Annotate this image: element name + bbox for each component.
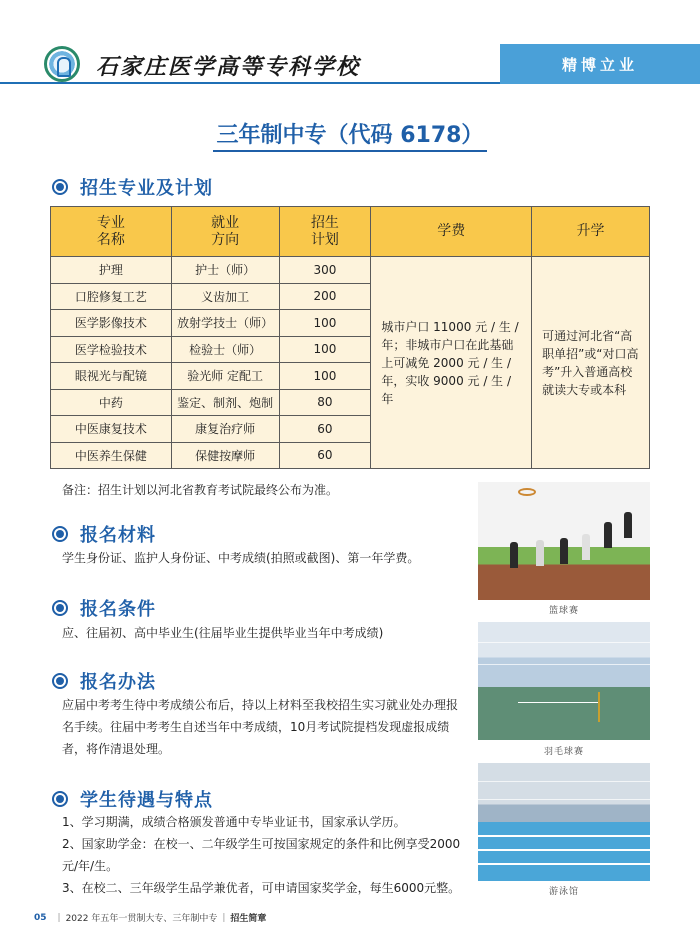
page-header [0, 44, 700, 84]
cell-direction: 验光师 定配工 [171, 363, 279, 390]
page-footer: 05 | 2022 年五年一贯制大专、三年制中专 | 招生简章 [34, 912, 267, 924]
method-text: 应届中考考生待中考成绩公布后，持以上材料至我校招生实习就业处办理报名手续。往届中考考生自述当年中考成绩，10月考试院提档发现虚报成绩者，将作清退处理。 [62, 698, 459, 756]
cell-plan: 300 [279, 257, 371, 284]
badminton-photo [478, 622, 650, 740]
cell-direction: 康复治疗师 [171, 416, 279, 443]
benefit-item: 2、国家助学金：在校一、二年级学生可按国家规定的条件和比例享受2000元/年/生。 [62, 837, 461, 873]
motto-banner: 精博立业 [500, 44, 700, 84]
cell-plan: 100 [279, 336, 371, 363]
page-title-text: 三年制中专（代码 6178） [213, 123, 488, 152]
footer-text: 2022 年五年一贯制大专、三年制中专 [65, 914, 218, 924]
cell-further: 可通过河北省“高职单招”或“对口高考”升入普通高校就读大专或本科 [532, 257, 650, 469]
section-bullet-icon [52, 600, 68, 616]
header-major: 专业 名称 [51, 207, 172, 257]
section-method-title: 报名办法 [80, 672, 156, 693]
section-bullet-icon [52, 179, 68, 195]
cell-plan: 100 [279, 363, 371, 390]
materials-text: 学生身份证、监护人身份证、中考成绩(拍照或截图)、第一年学费。 [62, 551, 420, 565]
basketball-hoop-icon [518, 488, 536, 496]
section-benefits-title: 学生待遇与特点 [80, 790, 213, 811]
cell-major: 中医养生保健 [51, 442, 172, 469]
caption-badminton: 羽毛球赛 [543, 747, 584, 757]
table-row [51, 257, 650, 284]
swimming-pool-photo [478, 763, 650, 881]
cell-major: 护理 [51, 257, 172, 284]
header-left-bar [0, 44, 500, 84]
section-bullet-icon [52, 526, 68, 542]
caption-basketball: 篮球赛 [548, 606, 579, 616]
cell-direction: 护士（师） [171, 257, 279, 284]
footer-tag: 招生简章 [230, 914, 267, 924]
cell-direction: 检验士（师） [171, 336, 279, 363]
conditions-text: 应、往届初、高中毕业生(往届毕业生提供毕业当年中考成绩) [62, 626, 384, 640]
section-materials-title: 报名材料 [80, 525, 156, 546]
section-enroll-title: 招生专业及计划 [80, 178, 213, 199]
page-title [0, 118, 700, 149]
cell-fee: 城市户口 11000 元 / 生 / 年；非城市户口在此基础上可减免 2000 元 / 生 / 年，实收 9000 元 / 生 / 年 [371, 257, 532, 469]
section-conditions-title: 报名条件 [80, 599, 156, 620]
cell-plan: 100 [279, 310, 371, 337]
cell-plan: 200 [279, 283, 371, 310]
cell-major: 中医康复技术 [51, 416, 172, 443]
cell-plan: 60 [279, 416, 371, 443]
benefit-item: 1、学习期满，成绩合格颁发普通中专毕业证书，国家承认学历。 [62, 815, 406, 829]
enrollment-table [50, 206, 650, 469]
section-benefits-heading [52, 786, 213, 812]
cell-major: 医学影像技术 [51, 310, 172, 337]
cell-major: 医学检验技术 [51, 336, 172, 363]
cell-plan: 60 [279, 442, 371, 469]
section-enroll-heading [52, 174, 213, 200]
basketball-photo [478, 482, 650, 600]
caption-swimming: 游泳馆 [548, 887, 579, 897]
school-logo-icon [44, 46, 80, 82]
cell-major: 眼视光与配镜 [51, 363, 172, 390]
cell-direction: 义齿加工 [171, 283, 279, 310]
cell-major: 中药 [51, 389, 172, 416]
cell-plan: 80 [279, 389, 371, 416]
benefits-list [62, 811, 462, 899]
header-plan: 招生 计划 [279, 207, 371, 257]
school-name: 石家庄医学高等专科学校 [96, 54, 361, 80]
page-number: 05 [34, 912, 47, 923]
section-bullet-icon [52, 791, 68, 807]
section-method-heading [52, 668, 156, 694]
benefit-item: 3、在校二、三年级学生品学兼优者，可申请国家奖学金，每生6000元整。 [62, 881, 461, 895]
cell-direction: 保健按摩师 [171, 442, 279, 469]
cell-direction: 鉴定、制剂、炮制 [171, 389, 279, 416]
section-materials-heading [52, 521, 156, 547]
header-direction: 就业 方向 [171, 207, 279, 257]
cell-major: 口腔修复工艺 [51, 283, 172, 310]
cell-direction: 放射学技士（师） [171, 310, 279, 337]
header-fee: 学费 [371, 207, 532, 257]
table-header-row [51, 207, 650, 257]
table-note: 备注：招生计划以河北省教育考试院最终公布为准。 [62, 483, 339, 497]
section-conditions-heading [52, 595, 156, 621]
header-further: 升学 [532, 207, 650, 257]
section-bullet-icon [52, 673, 68, 689]
